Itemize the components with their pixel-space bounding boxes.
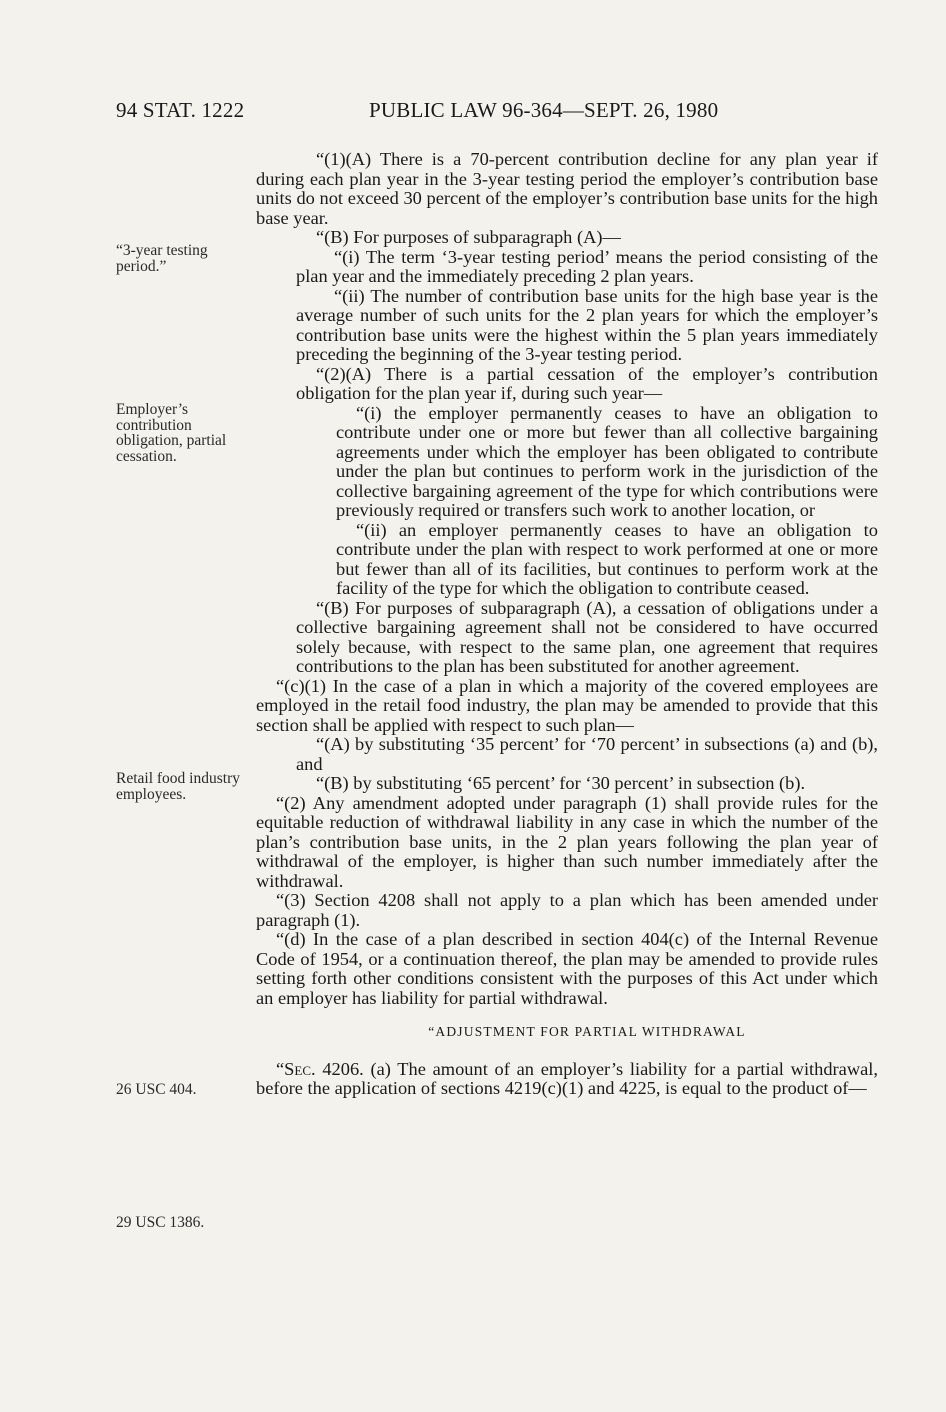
section-label: “Sec. [276, 1058, 316, 1079]
section-heading: “ADJUSTMENT FOR PARTIAL WITHDRAWAL [428, 1024, 746, 1039]
paragraph-2-b: “(B) For purposes of subparagraph (A), a cessation of obligations under a collective bargaining agreement shall not be considered to have occurred solely because, with respect to the same plan, one agreement that requires contributions to the plan has been substituted for another agreement. [296, 597, 878, 676]
running-head: PUBLIC LAW 96-364—SEPT. 26, 1980 [369, 98, 719, 122]
paragraph-c-2: “(2) Any amendment adopted under paragraph (1) shall provide rules for the equitable reduction of withdrawal liability in any case in which the number of the plan’s contribution base units, in the 2 plan years following the plan year of withdrawal of the employer, is higher than such number immediately after the withdrawal. [256, 792, 878, 891]
margin-note-employers-obligation: Employer’s contribution obligation, partial cessation. [116, 401, 227, 465]
paragraph-2-a-ii: “(ii) an employer permanently ceases to have an obligation to contribute under the plan with respect to work performed at one or more but fewer than all of its facilities, but continues to perform work at the facility of the type for which the obligation to contribute ceased. [336, 519, 878, 598]
margin-note-testing-period: “3-year testing period.” [116, 242, 208, 275]
stat-page-number: 94 STAT. 1222 [116, 98, 245, 122]
paragraph-1-b-i: “(i) The term ‘3-year testing period’ means the period consisting of the plan year and the immediately preceding 2 plan years. [296, 246, 878, 286]
paragraph-1-b: “(B) For purposes of subparagraph (A)— [316, 227, 621, 247]
paragraph-2-a-i: “(i) the employer permanently ceases to have an obligation to contribute under one or more but fewer than all collective bargaining agreements under which the employer has been obligated to contribute under the plan but continues to perform work in the jurisdiction of the collective bargaining agreement of the type for which contributions were previously required or transfers such work to another location, or [336, 402, 878, 520]
margin-note-retail-food: Retail food industry employees. [116, 770, 240, 803]
paragraph-2-a: “(2)(A) There is a partial cessation of the employer’s contribution obligation for the plan year if, during such year— [296, 363, 878, 403]
paragraph-1-b-ii: “(ii) The number of contribution base units for the high base year is the average number of such units for the 2 plan years for which the employer’s contribution base units were the highest within the 5 plan years immediately preceding the beginning of the 3-year testing period. [296, 285, 878, 364]
paragraph-c-1: “(c)(1) In the case of a plan in which a majority of the covered employees are employed in the retail food industry, the plan may be amended to provide that this section shall be applied with respect to such plan— [256, 675, 878, 735]
paragraph-d: “(d) In the case of a plan described in section 404(c) of the Internal Revenue Code of 1954, or a continuation thereof, the plan may be amended to provide rules setting forth other conditions consistent with the purposes of this Act under which an employer has liability for partial withdrawal. [256, 929, 878, 1008]
margin-note-29-usc-1386: 29 USC 1386. [116, 1214, 205, 1231]
paragraph-c-1-a: “(A) by substituting ‘35 percent’ for ‘70 percent’ in subsections (a) and (b), and [296, 734, 878, 774]
section-4206-a-text: 4206. (a) The amount of an employer’s liability for a partial withdrawal, before the application of sections 4219(c)(1) and 4225, is equal to the product of— [256, 1058, 878, 1098]
margin-note-26-usc-404: 26 USC 404. [116, 1081, 197, 1098]
statute-body [256, 150, 878, 1099]
paragraph-c-1-b: “(B) by substituting ‘65 percent’ for ‘30 percent’ in subsection (b). [316, 773, 806, 793]
paragraph-c-3: “(3) Section 4208 shall not apply to a plan which has been amended under paragraph (1). [256, 890, 878, 930]
section-4206-a [256, 1060, 878, 1099]
paragraph-1-a: “(1)(A) There is a 70-percent contribution decline for any plan year if during each plan year in the 3-year testing period the employer’s contribution base units do not exceed 30 percent of the employer’s contribution base units for the high base year. [256, 149, 878, 228]
